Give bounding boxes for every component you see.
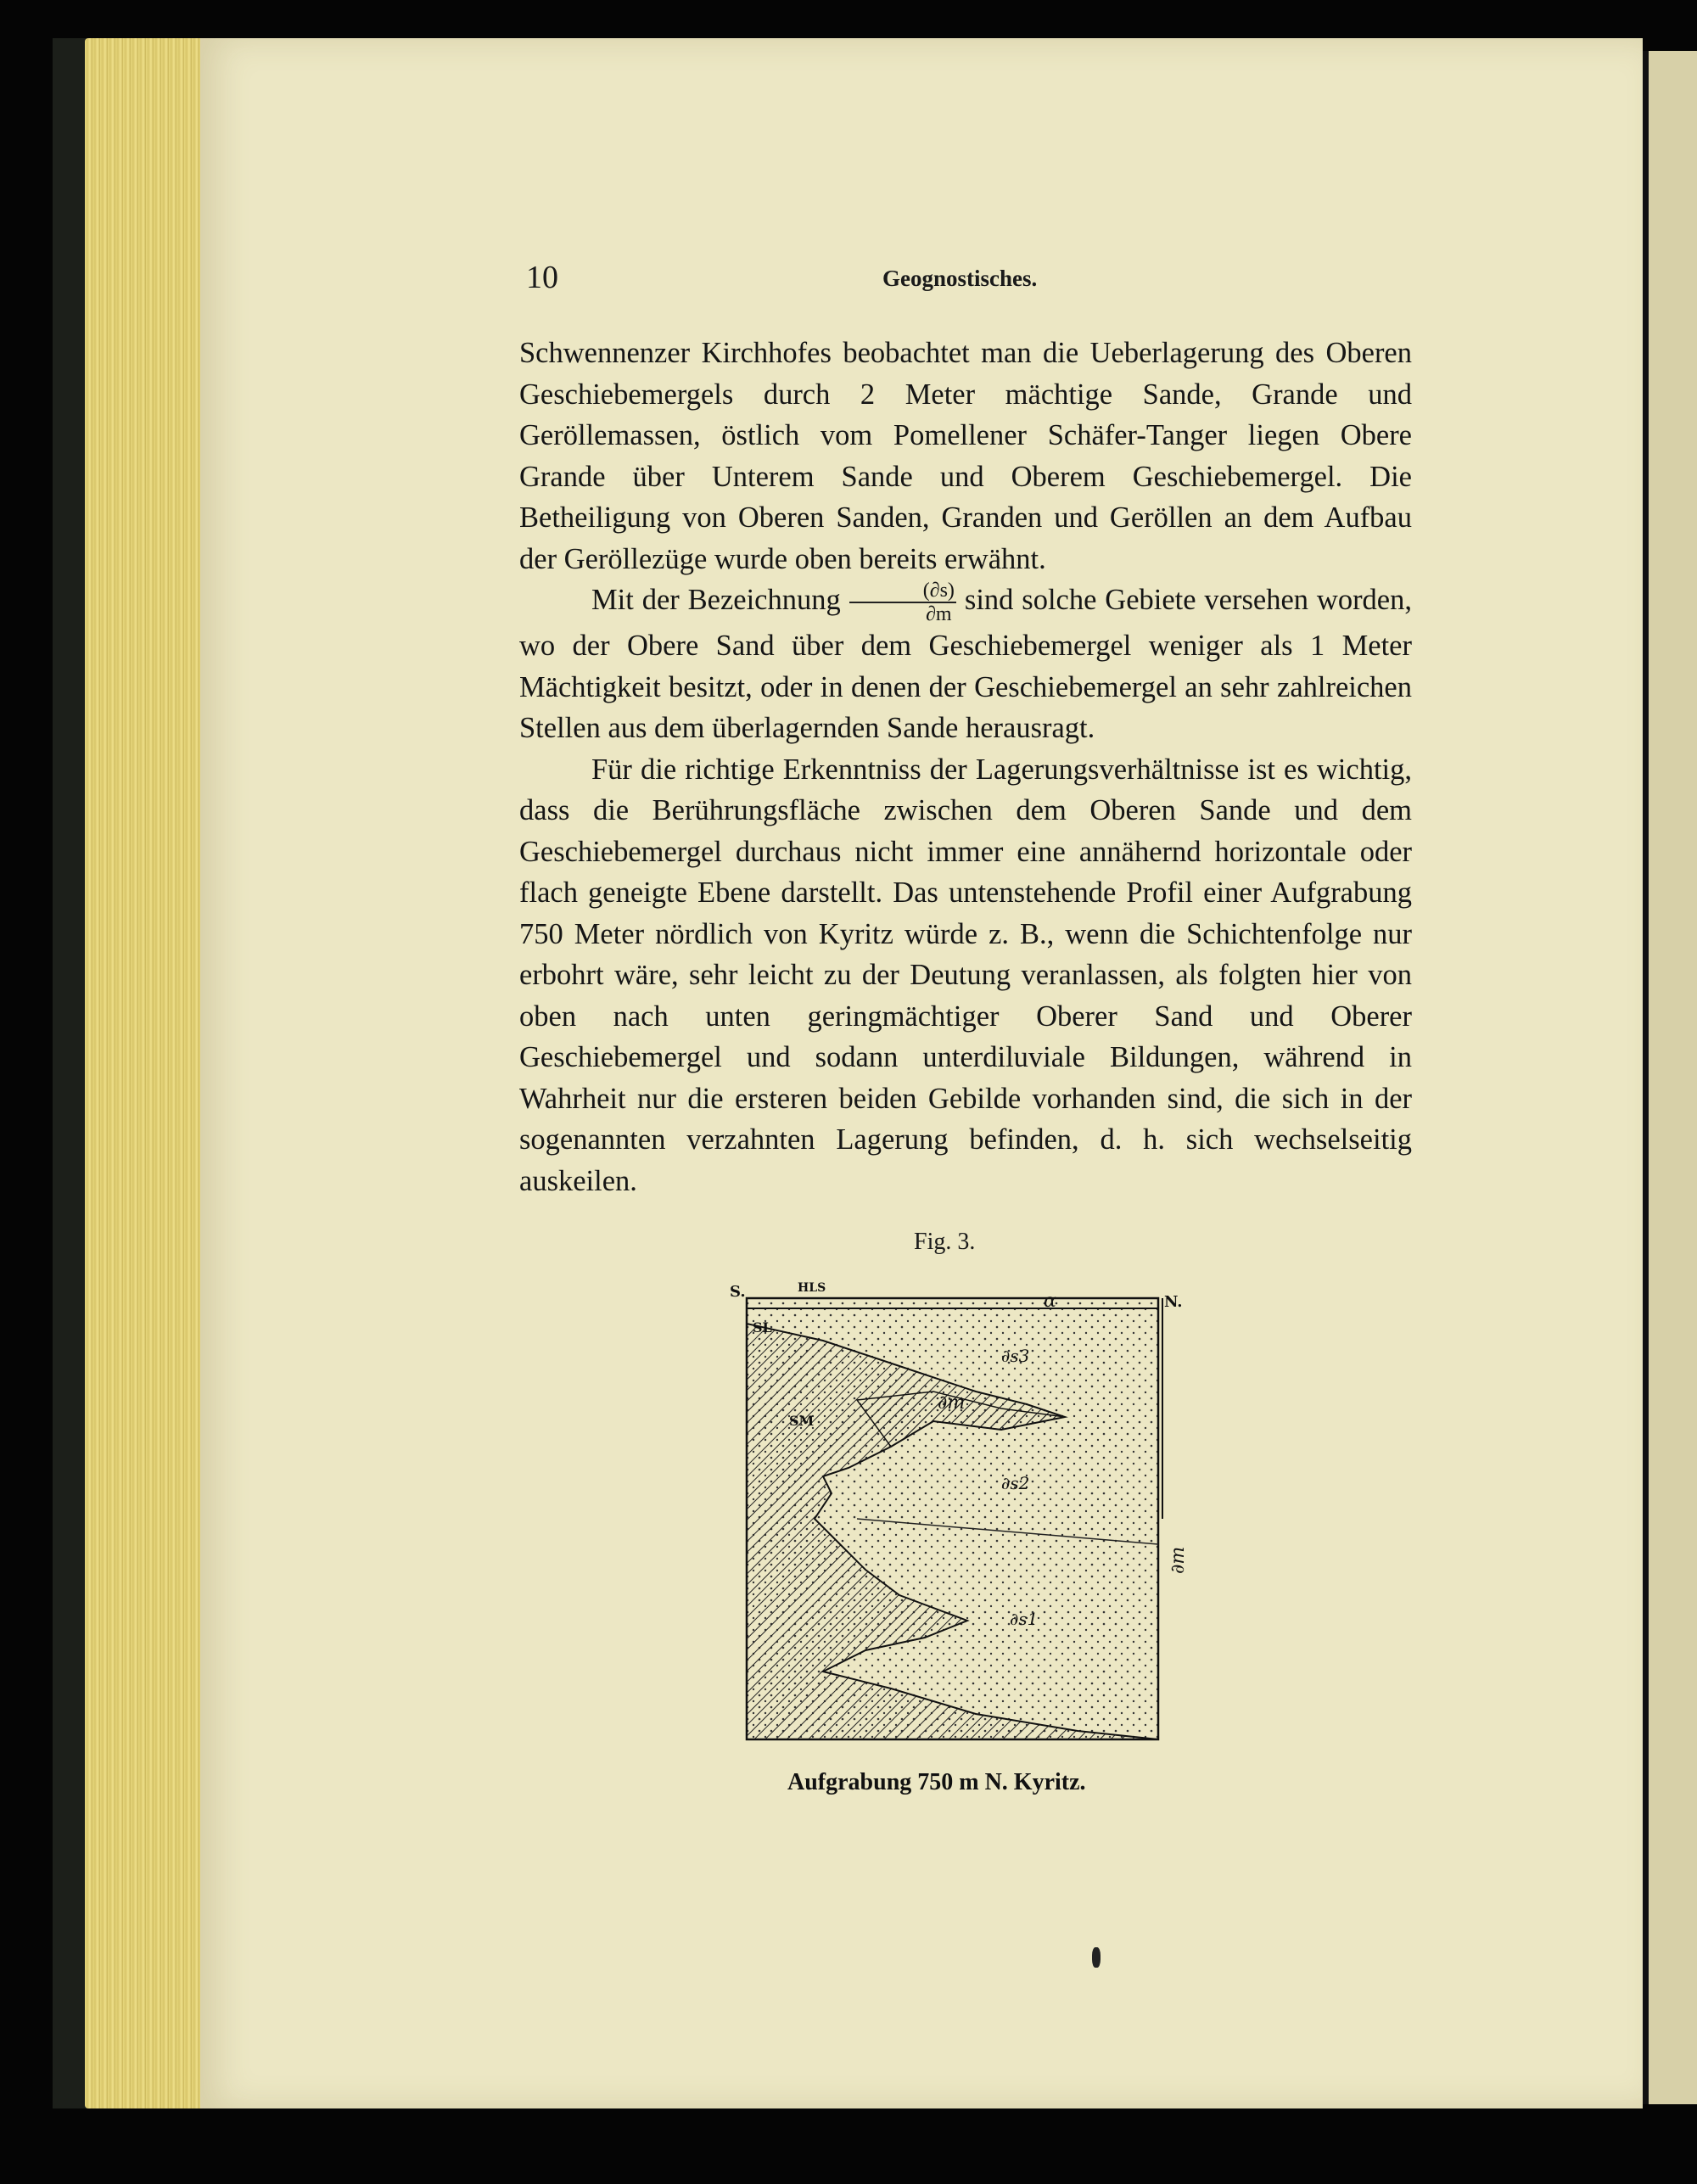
geological-profile-figure [721,1264,1196,1756]
label-alpha: α [1044,1291,1056,1312]
symbol-fraction [849,580,956,625]
label-dm: ∂m [938,1392,966,1414]
running-head: Geognostisches. [882,266,1038,291]
fraction-numerator: (∂s) [849,580,956,603]
label-side-dm: ∂m [1168,1546,1189,1574]
label-sm: SM [789,1413,815,1429]
label-ds2: ∂s2 [1001,1473,1030,1493]
figure-caption: Aufgrabung 750 m N. Kyritz. [787,1769,1086,1795]
paragraph-2-end: sind solche Gebiete versehen worden, wo der Obere Sand über dem Geschiebemergel weniger als 1 Meter Mächtigkeit besitzt, oder in denen der Geschiebemergel an sehr zahlreichen Stellen aus dem überlagernden Sande herausragt. [519,584,1412,745]
page-edges [85,38,212,2108]
figure-label: Fig. 3. [914,1229,976,1255]
facing-page-edge [1642,51,1697,2104]
label-north: N. [1164,1293,1183,1311]
body-text [519,333,1412,1201]
label-ds3: ∂s3 [1001,1346,1030,1366]
ink-mark [1092,1947,1101,1968]
paragraph-3: Für die richtige Erkenntniss der Lagerungsverhältnisse ist es wichtig, dass die Berührungsfläche zwischen dem Oberen Sande und dem Geschiebemergel durchaus nicht immer eine annähernd horizontale oder flach geneigte Ebene darstellt. Das untenstehende Profil einer Aufgrabung 750 Meter nördlich von Kyritz würde z. B., wenn die Schichtenfolge nur erbohrt wäre, sehr leicht zu der Deutung veranlassen, als folgten hier von oben nach unten geringmächtiger Oberer Sand und Oberer Geschiebemergel und sodann unterdiluviale Bildungen, während in Wahrheit nur die ersteren beiden Gebilde vorhanden sind, die sich in der sogenannten verzahnten Lagerung befinden, d. h. sich wechselseitig auskeilen. [519,753,1412,1197]
paragraph-2 [519,580,1412,749]
label-south: S. [730,1283,746,1301]
label-sl: SL [753,1319,772,1336]
fraction-denominator: ∂m [926,603,952,626]
paragraph-1: Schwennenzer Kirchhofes beobachtet man die Ueberlagerung des Oberen Geschiebemergels durch 2 Meter mächtige Sande, Grande und Geröllemassen, östlich vom Pomellener Schäfer-Tanger liegen Obere Grande über Unterem Sande und Oberem Geschiebemergel. Die Betheiligung von Oberen Sanden, Granden und Geröllen an dem Aufbau der Geröllezüge wurde oben bereits erwähnt. [519,337,1412,575]
page-number: 10 [526,260,558,295]
label-ds1: ∂s1 [1010,1609,1039,1629]
paragraph-2-start: Mit der Bezeichnung [591,584,841,616]
page-header [526,259,1409,301]
label-hls: HLS [798,1281,826,1295]
profile-diagram [721,1264,1196,1756]
